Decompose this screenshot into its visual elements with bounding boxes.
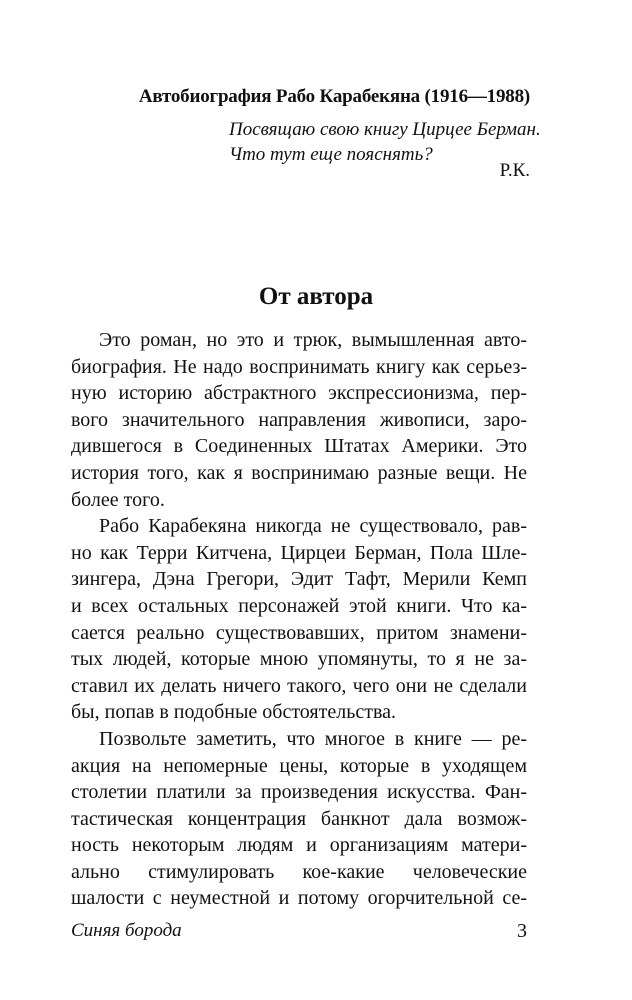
text-line: тых людей, которые мною упомянуты, то я не за-	[71, 648, 527, 671]
text-line: бы, попав в подобные обстоятельства.	[71, 701, 397, 724]
epigraph-line: Посвящаю свою книгу Цирцее Берман.	[229, 119, 541, 140]
section-heading: От автора	[258, 283, 374, 310]
text-line: зингера, Дэна Грегори, Эдит Тафт, Мерили Кемп	[71, 568, 527, 591]
text-line: и всех остальных персонажей этой книги. Что ка-	[71, 594, 527, 617]
epigraph-signature: Р.К.	[499, 160, 530, 181]
text-line: биография. Не надо воспринимать книгу как серьез-	[71, 355, 527, 378]
text-line: акция на непомерные цены, которые в уходящем	[71, 754, 527, 777]
text-line: Рабо Карабекяна никогда не существовало, рав-	[99, 515, 527, 538]
text-line: шалости с неуместной и потому огорчительной се-	[71, 887, 527, 910]
body-text	[71, 327, 527, 912]
text-line: столетии платили за произведения искусства. Фан-	[71, 781, 527, 804]
text-line: вого значительного направления живописи, заро-	[71, 408, 527, 431]
text-line: но как Терри Китчена, Цирцеи Берман, Пола Шле-	[71, 541, 527, 564]
text-line: более того.	[71, 488, 165, 511]
text-line: ставил их делать ничего такого, чего они не сделали	[71, 674, 527, 697]
footer-book-title: Синяя борода	[71, 920, 182, 941]
text-line: сается реально существовавших, притом знамени-	[71, 621, 527, 644]
epigraph-line: Что тут еще пояснять?	[229, 144, 433, 165]
page-number: 3	[517, 920, 527, 942]
text-line: ально стимулировать кое-какие человеческие	[71, 860, 527, 883]
text-line: тастическая концентрация банкнот дала возмож-	[71, 807, 527, 830]
running-subtitle: Автобиография Рабо Карабекяна (1916—1988)	[138, 86, 530, 107]
text-line: ную историю абстрактного экспрессионизма, пер-	[71, 382, 527, 405]
text-line: дившегося в Соединенных Штатах Америки. Это	[71, 435, 527, 458]
text-line: история того, как я воспринимаю разные вещи. Не	[71, 461, 527, 484]
text-line: Позвольте заметить, что многое в книге — ре-	[99, 727, 527, 750]
text-line: Это роман, но это и трюк, вымышленная авто-	[99, 329, 527, 351]
text-line: ность некоторым людям и организациям матери-	[71, 834, 527, 857]
